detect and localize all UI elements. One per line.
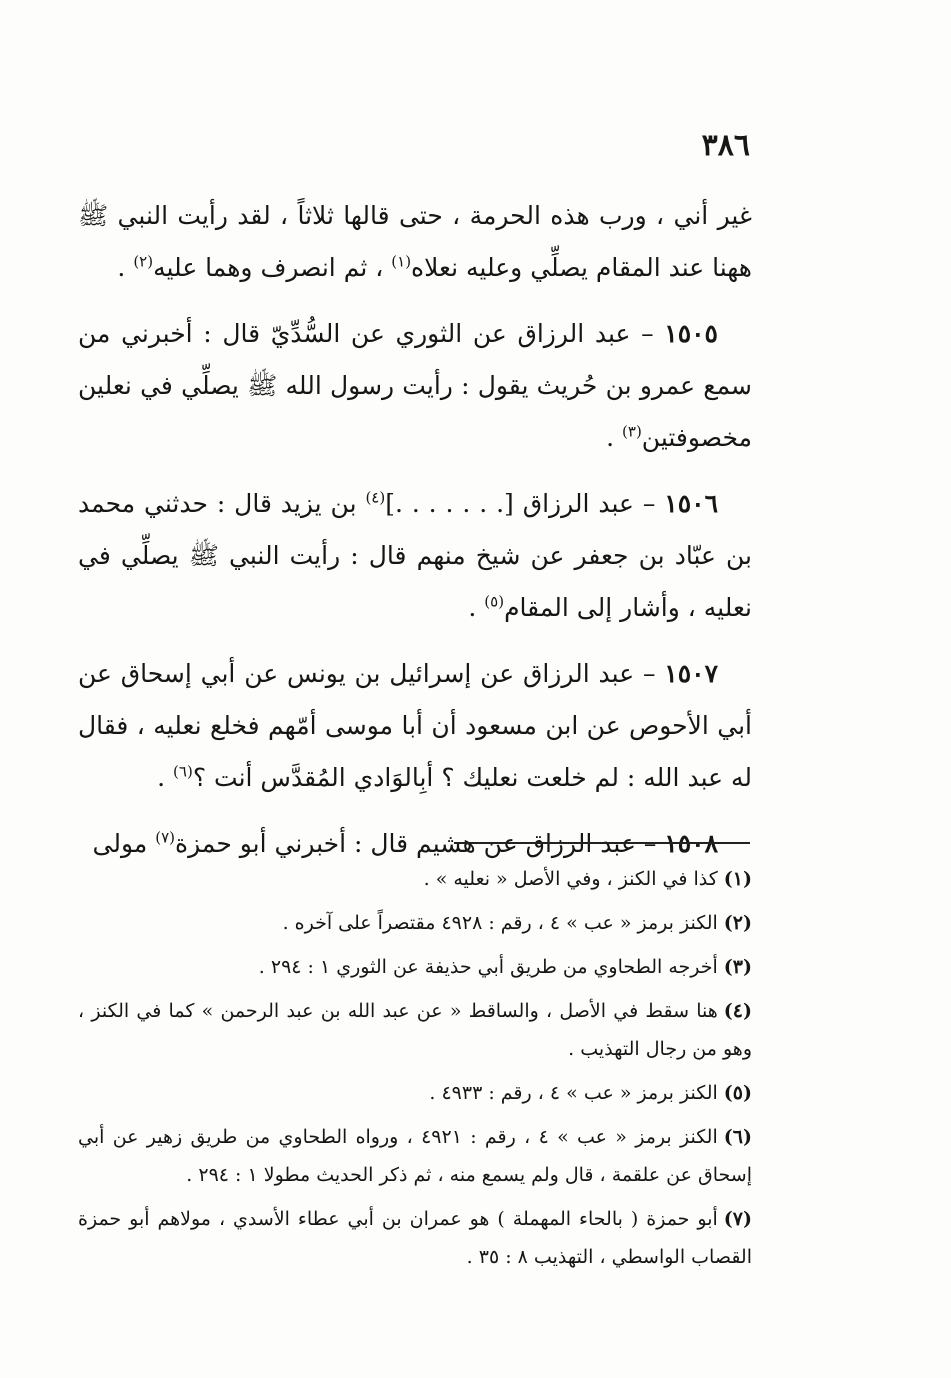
- hadith-number: ١٥٠٦: [664, 489, 718, 518]
- footnotes: [78, 860, 752, 1282]
- paragraph-text: – عبد الرزاق عن هشيم قال : أخبرني أبو حمزة: [175, 829, 657, 858]
- footnote-ref[interactable]: (٧): [155, 828, 176, 847]
- paragraph-continuation: [78, 190, 752, 294]
- footnote-item: [78, 992, 752, 1068]
- footnote-text: الكنز برمز « عب » ٤ ، رقم : ٤٩٣٣ .: [429, 1082, 718, 1104]
- footnote-ref[interactable]: (٥): [484, 592, 505, 611]
- paragraph-text: .: [157, 763, 166, 792]
- page-number: ٣٨٦: [701, 128, 750, 163]
- paragraph-text: غير أني ، ورب هذه الحرمة ، حتى قالها ثلاثاً ، لقد رأيت النبي ﷺ ههنا عند المقام يصلِّي وعليه نعلاه: [78, 201, 752, 282]
- footnote-text: هنا سقط في الأصل ، والساقط « عن عبد الله بن عبد الرحمن » كما في الكنز ، وهو من رجال التهذيب .: [78, 1000, 752, 1060]
- footnote-number: (٥): [723, 1082, 752, 1104]
- footnote-number: (٢): [723, 912, 752, 934]
- footnote-ref[interactable]: (٣): [622, 422, 642, 441]
- footnote-number: (١): [723, 868, 752, 890]
- footnote-item: [78, 1200, 752, 1276]
- footnote-ref[interactable]: (١): [391, 252, 412, 271]
- paragraph-text: بن يزيد قال : حدثني محمد بن عبّاد بن جعفر عن شيخ منهم قال : رأيت النبي ﷺ يصلِّي في نعليه ، وأشار إلى المقام: [78, 489, 752, 622]
- footnote-ref[interactable]: (٢): [133, 252, 154, 271]
- paragraph-text: .: [606, 423, 615, 452]
- footnote-item: [78, 948, 752, 986]
- footnote-number: (٣): [723, 956, 752, 978]
- footnote-divider: [454, 842, 750, 844]
- main-text: [78, 190, 752, 884]
- footnote-text: الكنز برمز « عب » ٤ ، رقم : ٤٩٢١ ، ورواه الطحاوي من طريق زهير عن أبي إسحاق عن علقمة ، قال ولم يسمع منه ، ثم ذكر الحديث مطولا ١ : ٢٩٤ .: [78, 1126, 752, 1186]
- footnote-ref[interactable]: (٤): [365, 488, 386, 507]
- hadith-number: ١٥٠٧: [664, 659, 718, 688]
- footnote-ref[interactable]: (٦): [173, 762, 193, 781]
- paragraph-text: – عبد الرزاق [. . . . . . .]: [385, 489, 656, 518]
- paragraph-text: ، ثم انصرف وهما عليه: [153, 253, 384, 282]
- hadith-1506: [78, 478, 752, 634]
- footnote-number: (٧): [723, 1208, 752, 1230]
- paragraph-text: مولى: [92, 829, 148, 858]
- footnote-item: [78, 904, 752, 942]
- paragraph-text: .: [468, 593, 477, 622]
- footnote-text: كذا في الكنز ، وفي الأصل « نعليه » .: [423, 868, 718, 890]
- paragraph-text: – عبد الرزاق عن الثوري عن السُّدِّيّ قال : أخبرني من سمع عمرو بن حُريث يقول : رأيت رسول الله ﷺ يصلِّي في نعلين مخصوفتين: [78, 319, 752, 452]
- hadith-number: ١٥٠٨: [664, 829, 718, 858]
- paragraph-text: – عبد الرزاق عن إسرائيل بن يونس عن أبي إسحاق عن أبي الأحوص عن ابن مسعود أن أبا موسى أمّهم فخلع نعليه ، فقال له عبد الله : لم خلعت نعليك ؟ أبِالوَادي المُقدَّس أنت ؟: [78, 659, 752, 792]
- hadith-1507: [78, 648, 752, 804]
- footnote-item: [78, 860, 752, 898]
- paragraph-text: .: [117, 253, 126, 282]
- footnote-number: (٤): [723, 1000, 752, 1022]
- footnote-item: [78, 1074, 752, 1112]
- footnote-text: الكنز برمز « عب » ٤ ، رقم : ٤٩٢٨ مقتصراً على آخره .: [282, 912, 718, 934]
- footnote-text: أخرجه الطحاوي من طريق أبي حذيفة عن الثوري ١ : ٢٩٤ .: [258, 956, 718, 978]
- footnote-text: أبو حمزة ( بالحاء المهملة ) هو عمران بن أبي عطاء الأسدي ، مولاهم أبو حمزة القصاب الواسطي ، التهذيب ٨ : ٣٥ .: [78, 1208, 752, 1268]
- footnote-number: (٦): [723, 1126, 752, 1148]
- hadith-1505: [78, 308, 752, 464]
- footnote-item: [78, 1118, 752, 1194]
- hadith-number: ١٥٠٥: [664, 319, 718, 348]
